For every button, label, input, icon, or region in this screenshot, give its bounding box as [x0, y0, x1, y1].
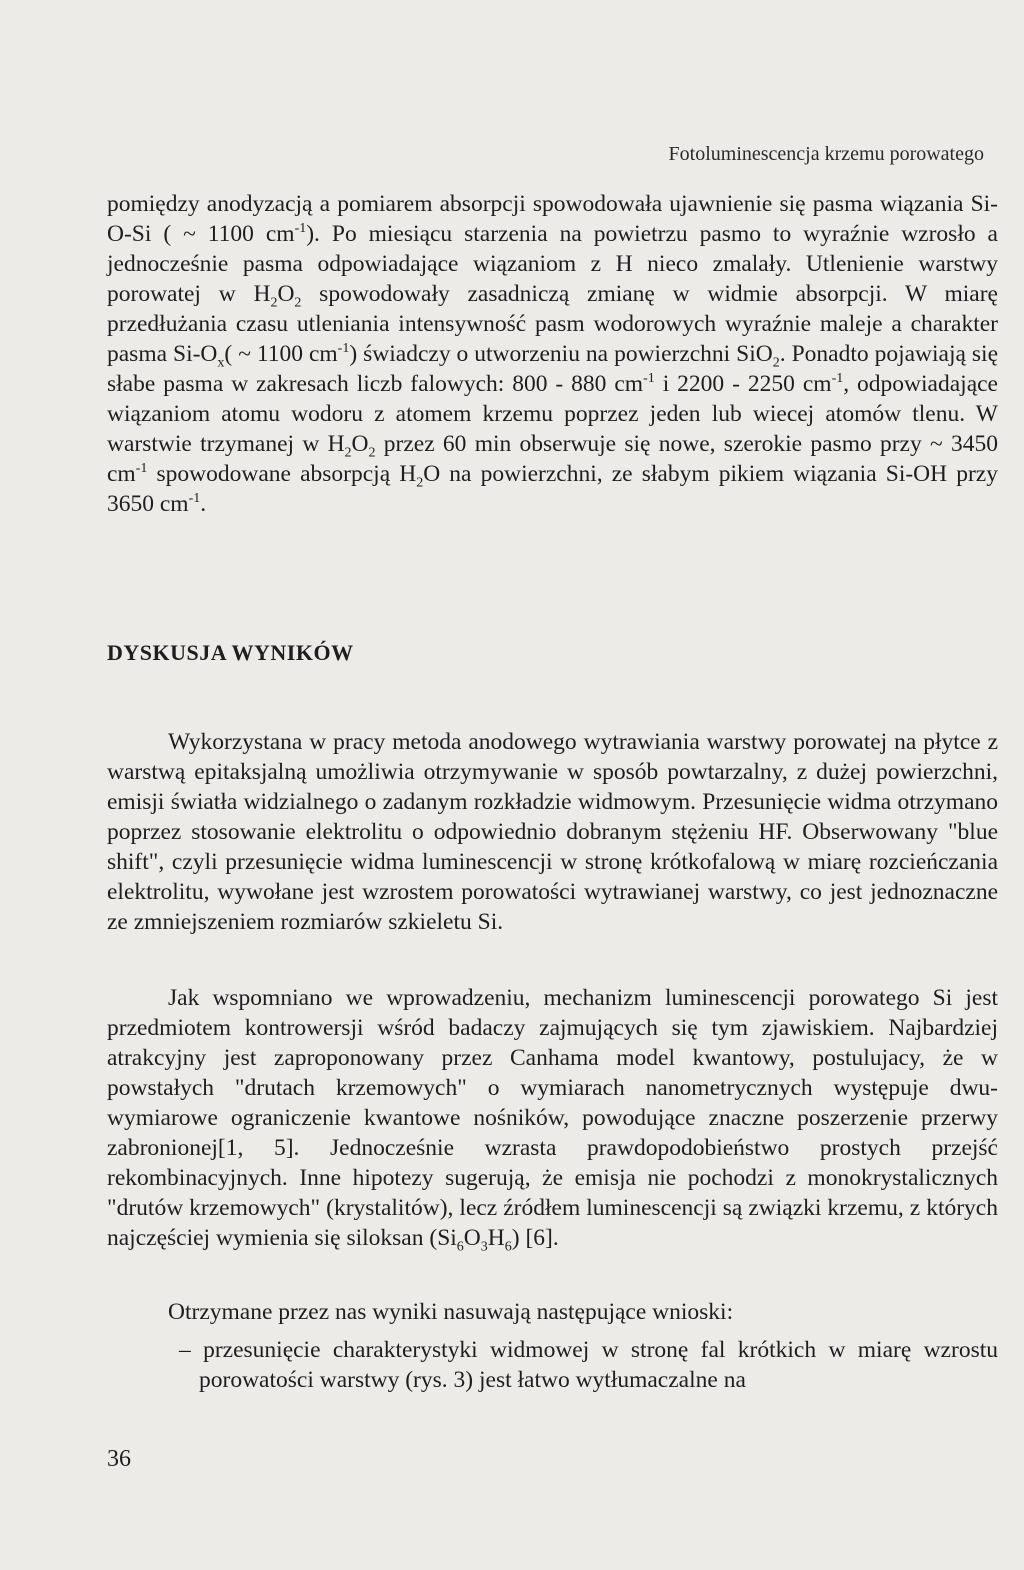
- superscript: -1: [337, 341, 350, 357]
- text-run: Jak wspomniano we wprowadzeniu, mechanizm luminescencji porowatego Si jest przedmiotem kontrowersji wśród badaczy zajmujących się tym zjawiskiem. Najbardziej atrakcyjny jest zaproponowany przez Canhama model kwantowy, postulujacy, że w powstałych "drutach krzemowych" o wymiarach nanometrycznych występuje dwu-wymiarowe ograniczenie kwantowe nośników, powodujące znaczne poszerzenie przerwy zabronionej[1, 5]. Jednocześnie wzrasta prawdopodobieństwo prostych przejść rekombinacyjnych. Inne hipotezy sugerują, że emisja nie pochodzi z monokrystalicznych "drutów krzemowych" (krystalitów), lecz źródłem luminescencji są związki krzemu, z których najczęściej wymienia się siloksan (Si: [107, 985, 998, 1251]
- running-header: Fotoluminescencja krzemu porowatego: [668, 143, 984, 165]
- subscript: 6: [456, 1239, 464, 1255]
- subscript: 2: [294, 295, 302, 311]
- superscript: -1: [188, 491, 201, 507]
- text-run: O: [463, 1225, 481, 1251]
- text-run: . Ponadto pojawiają się słabe pasma w zakresach liczb falowych: 800 - 880 cm: [107, 341, 998, 397]
- text-run: ) świadczy o utworzeniu na powierzchni SiO: [349, 341, 773, 367]
- superscript: -1: [294, 221, 307, 237]
- body-paragraph-2: Wykorzystana w pracy metoda anodowego wytrawiania warstwy porowatej na płytce z warstwą epitaksjalną umożliwia otrzymywanie w sposób powtarzalny, z dużej powierzchni, emisji światła widzialnego o zadanym rozkładzie widmowym. Przesunięcie widma otrzymano poprzez stosowanie elektrolitu o odpowiednio dobranym stężeniu HF. Obserwowany "blue shift", czyli przesunięcie widma luminescencji w stronę krótkofalową w miarę rozcieńczania elektrolitu, wywołane jest wzrostem porowatości wytrawianej warstwy, co jest jednoznaczne ze zmniejszeniem rozmiarów szkieletu Si.: [107, 729, 998, 935]
- subscript: 2: [344, 445, 352, 461]
- subscript: 6: [504, 1239, 512, 1255]
- section-heading: DYSKUSJA WYNIKÓW: [107, 640, 354, 665]
- text-run: przez 60 min obserwuje się nowe, szerokie pasmo przy ~ 3450 cm: [107, 431, 998, 487]
- subscript: 2: [270, 295, 278, 311]
- conclusion-list-item: – przesunięcie charakterystyki widmowej w stronę fal krótkich w miarę wzrostu porowatości warstwy (rys. 3) jest łatwo wytłumaczalne na: [179, 1337, 998, 1393]
- text-run: , odpowiadające wiązaniom atomu wodoru z atomem krzemu poprzez jeden lub wiecej atomów tlenu. W warstwie trzymanej w H: [107, 371, 998, 457]
- text-run: ) [6].: [511, 1225, 559, 1251]
- text-run: O: [277, 281, 295, 307]
- text-run: spowodowały zasadniczą zmianę w widmie absorpcji. W miarę przedłużania czasu utleniania intensywność pasm wodorowych wyraźnie maleje a charakter pasma Si-O: [107, 281, 998, 367]
- text-run: O: [351, 431, 369, 457]
- body-paragraph-1: [107, 189, 998, 519]
- text-run: i 2200 - 2250 cm: [654, 371, 832, 397]
- subscript: 3: [480, 1239, 488, 1255]
- body-paragraph-3: [107, 983, 998, 1253]
- page-number: 36: [107, 1446, 131, 1472]
- text-run: spowodowane absorpcją H: [147, 461, 417, 487]
- subscript: 2: [368, 445, 376, 461]
- superscript: -1: [643, 371, 655, 387]
- subscript: 2: [772, 355, 780, 371]
- superscript: -1: [831, 371, 844, 387]
- text-run: ). Po miesiącu starzenia na powietrzu pasmo to wyraźnie wzrosło a jednocześnie pasma odpowiadające wiązaniom z H nieco zmalały. Utlenienie warstwy porowatej w H: [107, 221, 998, 307]
- subscript: 2: [416, 475, 424, 491]
- text-run: ( ~ 1100 cm: [224, 341, 338, 367]
- text-run: .: [200, 491, 207, 517]
- superscript: -1: [135, 461, 148, 477]
- text-run: H: [487, 1225, 505, 1251]
- text-run: pomiędzy anodyzacją a pomiarem absorpcji spowodowała ujawnienie się pasma wiązania Si-O-Si ( ~ 1100 cm: [107, 191, 998, 247]
- text-run: O na powierzchni, ze słabym pikiem wiązania Si-OH przy 3650 cm: [107, 461, 998, 517]
- body-paragraph-4: Otrzymane przez nas wyniki nasuwają następujące wnioski:: [168, 1299, 734, 1325]
- subscript: x: [217, 355, 225, 371]
